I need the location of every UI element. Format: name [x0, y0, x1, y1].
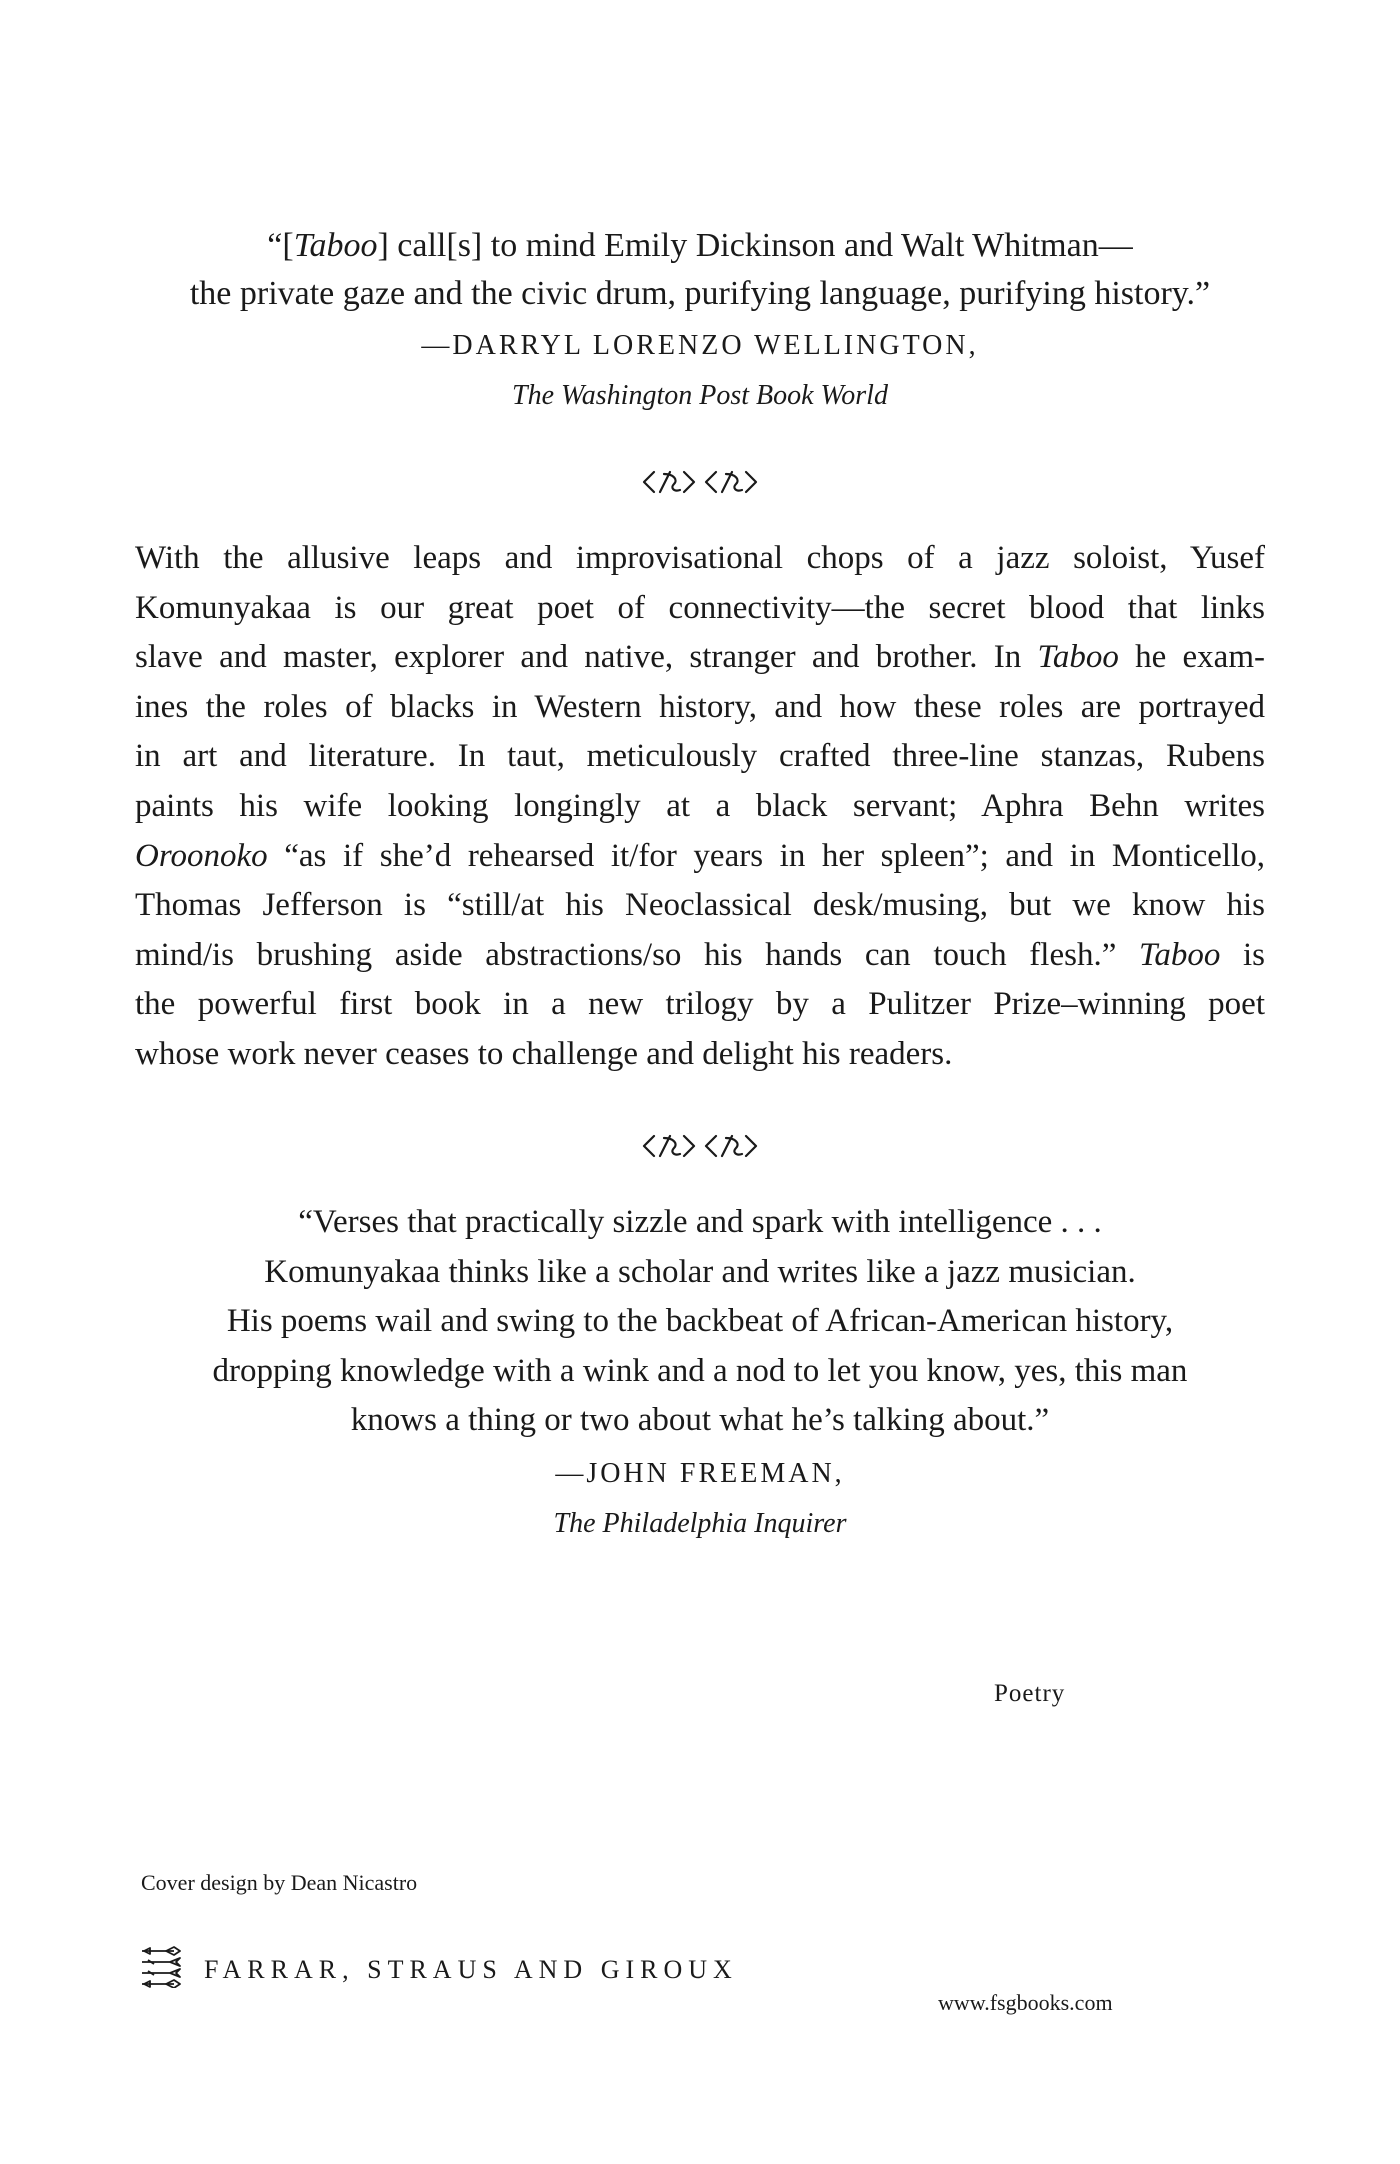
book-title-italic: Taboo [293, 227, 378, 264]
book-title-italic: Taboo [1037, 639, 1119, 676]
cover-credit: Cover design by Dean Nicastro [141, 1870, 418, 1895]
book-category: Poetry [994, 1680, 1066, 1707]
description-line: Oroonoko “as if she’d rehearsed it/for years in her spleen”; and in Monticello, [135, 837, 1265, 874]
description-line: in art and literature. In taut, meticulously crafted three-line stanzas, Rubens [135, 738, 1265, 775]
quote-2-line: Komunyakaa thinks like a scholar and writes like a jazz musician. [264, 1253, 1136, 1290]
quote-1-author: —DARRYL LORENZO WELLINGTON, [421, 330, 979, 361]
quote-2-line: “Verses that practically sizzle and spark with intelligence . . . [298, 1204, 1102, 1240]
fsg-fish-logo-icon [140, 1946, 182, 1993]
description-line: whose work never ceases to challenge and delight his readers. [135, 1035, 953, 1072]
quote-philadelphia-inquirer [0, 1198, 1400, 1546]
book-description [135, 534, 1265, 1080]
quote-1-publication: The Washington Post Book World [512, 380, 888, 411]
quote-2-author: —JOHN FREEMAN, [555, 1457, 845, 1489]
description-line: ines the roles of blacks in Western history, and how these roles are portrayed [135, 688, 1265, 725]
quote-washington-post [0, 222, 1400, 418]
publisher-name: FARRAR, STRAUS AND GIROUX [204, 1954, 738, 1984]
book-title-italic: Oroonoko [135, 837, 268, 874]
description-line: paints his wife looking longingly at a black servant; Aphra Behn writes [135, 787, 1265, 824]
description-line: slave and master, explorer and native, stranger and brother. In Taboo he exam- [135, 639, 1265, 676]
quote-2-line: dropping knowledge with a wink and a nod to let you know, yes, this man [212, 1352, 1188, 1389]
quote-2-publication: The Philadelphia Inquirer [553, 1507, 847, 1539]
publisher-website[interactable]: www.fsgbooks.com [938, 1990, 1113, 2015]
fleuron-ornament-icon [0, 1128, 1400, 1169]
quote-2-line: His poems wail and swing to the backbeat of African-American history, [226, 1303, 1174, 1340]
description-line: the powerful first book in a new trilogy by a Pulitzer Prize–winning poet [135, 986, 1265, 1023]
publisher-imprint [140, 1946, 738, 1993]
book-title-italic: Taboo [1139, 936, 1221, 973]
fleuron-ornament-icon [0, 464, 1400, 505]
quote-1-line-2: the private gaze and the civic drum, purifying language, purifying history.” [189, 275, 1211, 312]
description-line: With the allusive leaps and improvisational chops of a jazz soloist, Yusef [135, 540, 1265, 576]
description-line: mind/is brushing aside abstractions/so his hands can touch flesh.” Taboo is [135, 936, 1265, 973]
quote-2-line: knows a thing or two about what he’s talking about.” [350, 1402, 1050, 1439]
quote-1-line-1: “[Taboo] call[s] to mind Emily Dickinson and Walt Whitman— [267, 227, 1133, 264]
description-line: Komunyakaa is our great poet of connectivity—the secret blood that links [135, 589, 1265, 626]
description-line: Thomas Jefferson is “still/at his Neoclassical desk/musing, but we know his [135, 887, 1265, 924]
